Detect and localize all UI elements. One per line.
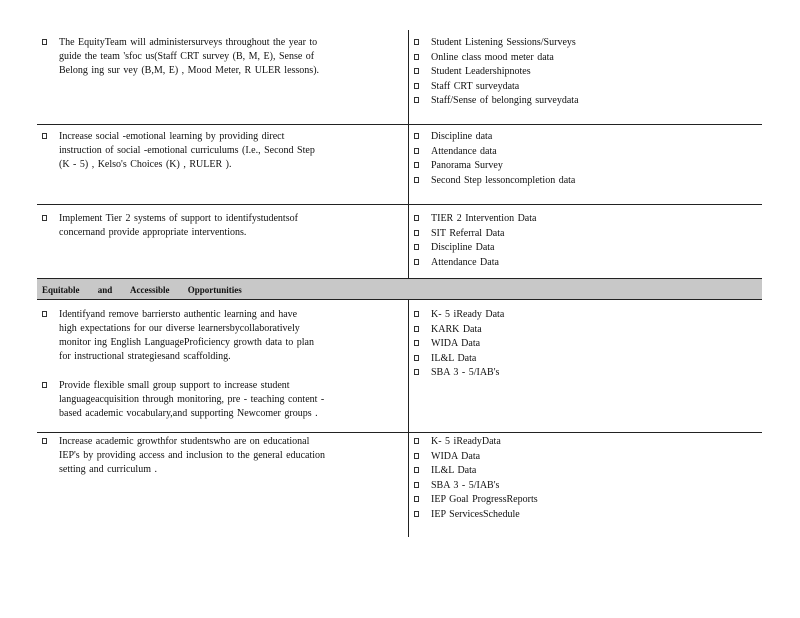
checkbox-bullet-icon: [414, 326, 419, 332]
checkbox-bullet-icon: [42, 311, 47, 317]
data-source-label: Staff CRT surveydata: [431, 80, 520, 92]
strategy-line: based academic vocabulary,and supporting Newcomer groups .: [59, 408, 318, 419]
data-source-item: [414, 80, 579, 95]
data-source-label: SIT Referral Data: [431, 227, 505, 239]
section-band: [37, 278, 762, 300]
strategy-item: [42, 130, 402, 172]
data-source-item: [414, 145, 575, 160]
strategy-line: (K - 5) , Kelso's Choices (K) , RULER ).: [59, 159, 232, 170]
data-source-item: [414, 450, 538, 465]
checkbox-bullet-icon: [414, 511, 419, 517]
data-source-item: [414, 479, 538, 494]
data-source-item: [414, 256, 536, 271]
checkbox-bullet-icon: [414, 259, 419, 265]
data-source-label: WIDA Data: [431, 450, 481, 462]
strategy-text: [59, 36, 402, 78]
data-source-item: [414, 352, 504, 367]
strategy-item: [42, 212, 402, 240]
data-source-label: Student Leadershipnotes: [431, 66, 531, 77]
checkbox-bullet-icon: [414, 148, 419, 154]
strategy-line: Increase academic growthfor studentswho are on educational: [59, 436, 310, 447]
checkbox-bullet-icon: [414, 39, 419, 45]
strategy-text: [59, 308, 402, 364]
strategy-line: IEP's by providing access and inclusion to the general education: [59, 450, 326, 461]
checkbox-bullet-icon: [414, 369, 419, 375]
data-source-item: [414, 464, 538, 479]
checkbox-bullet-icon: [42, 382, 47, 388]
data-source-list: [414, 308, 504, 381]
data-source-item: [414, 212, 536, 227]
data-source-label: Student Listening Sessions/Surveys: [431, 37, 576, 48]
row-divider: [37, 124, 762, 125]
strategy-text: [59, 212, 402, 240]
data-source-list: [414, 435, 538, 522]
data-source-item: [414, 65, 579, 80]
strategy-line: setting and curriculum .: [59, 464, 157, 475]
strategy-line: guide the team 'sfoc us(Staff CRT survey (B, M, E), Sense of: [59, 51, 315, 62]
strategy-line: for instructional strategiesand scaffolding.: [59, 351, 231, 362]
data-source-item: [414, 159, 575, 174]
data-source-item: [414, 435, 538, 450]
data-source-label: Discipline Data: [431, 242, 495, 253]
column-divider: [408, 300, 409, 537]
data-source-label: Second Step lessoncompletion data: [431, 174, 576, 186]
data-source-item: [414, 241, 536, 256]
strategy-line: instruction of social -emotional curriculums (I.e., Second Step: [59, 145, 315, 156]
data-source-item: [414, 174, 575, 189]
row-divider: [37, 432, 762, 433]
strategy-line: The EquityTeam will administersurveys throughout the year to: [59, 37, 318, 48]
checkbox-bullet-icon: [414, 244, 419, 250]
checkbox-bullet-icon: [42, 133, 47, 139]
strategy-line: monitor ing English LanguageProficiency growth data to plan: [59, 337, 314, 348]
data-source-item: [414, 94, 579, 109]
checkbox-bullet-icon: [414, 438, 419, 444]
checkbox-bullet-icon: [414, 162, 419, 168]
data-source-label: Attendance Data: [431, 256, 499, 268]
strategy-item: [42, 379, 402, 421]
data-source-item: [414, 36, 579, 51]
checkbox-bullet-icon: [414, 230, 419, 236]
data-source-label: TIER 2 Intervention Data: [431, 213, 537, 224]
checkbox-bullet-icon: [42, 438, 47, 444]
data-source-label: IEP Goal ProgressReports: [431, 494, 538, 505]
strategy-item: [42, 308, 402, 364]
strategy-item: [42, 435, 402, 477]
data-source-label: WIDA Data: [431, 338, 481, 349]
data-source-list: [414, 130, 575, 188]
data-source-item: [414, 51, 579, 66]
checkbox-bullet-icon: [414, 482, 419, 488]
data-source-label: K- 5 iReady Data: [431, 309, 505, 320]
data-source-item: [414, 508, 538, 523]
strategy-text: [59, 435, 402, 477]
checkbox-bullet-icon: [414, 496, 419, 502]
strategy-text: [59, 130, 402, 172]
data-source-item: [414, 323, 504, 338]
data-source-label: IEP ServicesSchedule: [431, 508, 520, 520]
strategy-line: Belong ing sur vey (B,M, E) , Mood Meter, R ULER lessons).: [59, 65, 320, 76]
data-source-list: [414, 36, 579, 109]
checkbox-bullet-icon: [414, 97, 419, 103]
data-source-label: Online class mood meter data: [431, 51, 554, 63]
checkbox-bullet-icon: [414, 355, 419, 361]
data-source-label: Panorama Survey: [431, 160, 503, 171]
checkbox-bullet-icon: [414, 453, 419, 459]
checkbox-bullet-icon: [42, 215, 47, 221]
data-source-label: Discipline data: [431, 131, 493, 142]
data-source-label: IL&L Data: [431, 465, 477, 476]
data-source-label: Attendance data: [431, 145, 497, 157]
column-divider: [408, 30, 409, 278]
data-source-label: Staff/Sense of belonging surveydata: [431, 95, 579, 106]
checkbox-bullet-icon: [414, 340, 419, 346]
checkbox-bullet-icon: [414, 54, 419, 60]
data-source-label: SBA 3 - 5/IAB's: [431, 479, 500, 491]
checkbox-bullet-icon: [414, 215, 419, 221]
data-source-item: [414, 493, 538, 508]
strategy-line: Increase social -emotional learning by providing direct: [59, 131, 285, 142]
data-source-item: [414, 227, 536, 242]
checkbox-bullet-icon: [414, 68, 419, 74]
data-source-list: [414, 212, 536, 270]
checkbox-bullet-icon: [414, 133, 419, 139]
data-source-label: IL&L Data: [431, 352, 477, 364]
data-source-item: [414, 308, 504, 323]
data-source-item: [414, 130, 575, 145]
data-source-item: [414, 366, 504, 381]
checkbox-bullet-icon: [414, 177, 419, 183]
data-source-label: KARK Data: [431, 323, 482, 335]
strategy-line: languageacquisition through monitoring, pre - teaching content -: [59, 394, 325, 405]
strategy-line: concernand provide appropriate interventions.: [59, 227, 247, 238]
row-divider: [37, 204, 762, 205]
checkbox-bullet-icon: [414, 83, 419, 89]
data-source-item: [414, 337, 504, 352]
strategy-line: high expectations for our diverse learnersbycollaboratively: [59, 323, 300, 334]
strategy-line: Implement Tier 2 systems of support to identifystudentsof: [59, 213, 298, 224]
data-source-label: K- 5 iReadyData: [431, 436, 501, 447]
section-band-label: Equitable and Accessible Opportunities: [42, 285, 242, 295]
strategy-item: [42, 36, 402, 78]
checkbox-bullet-icon: [414, 311, 419, 317]
data-source-label: SBA 3 - 5/IAB's: [431, 367, 500, 378]
checkbox-bullet-icon: [42, 39, 47, 45]
strategy-text: [59, 379, 402, 421]
strategy-line: Provide flexible small group support to increase student: [59, 380, 290, 391]
checkbox-bullet-icon: [414, 467, 419, 473]
strategy-line: Identifyand remove barriersto authentic learning and have: [59, 309, 298, 320]
